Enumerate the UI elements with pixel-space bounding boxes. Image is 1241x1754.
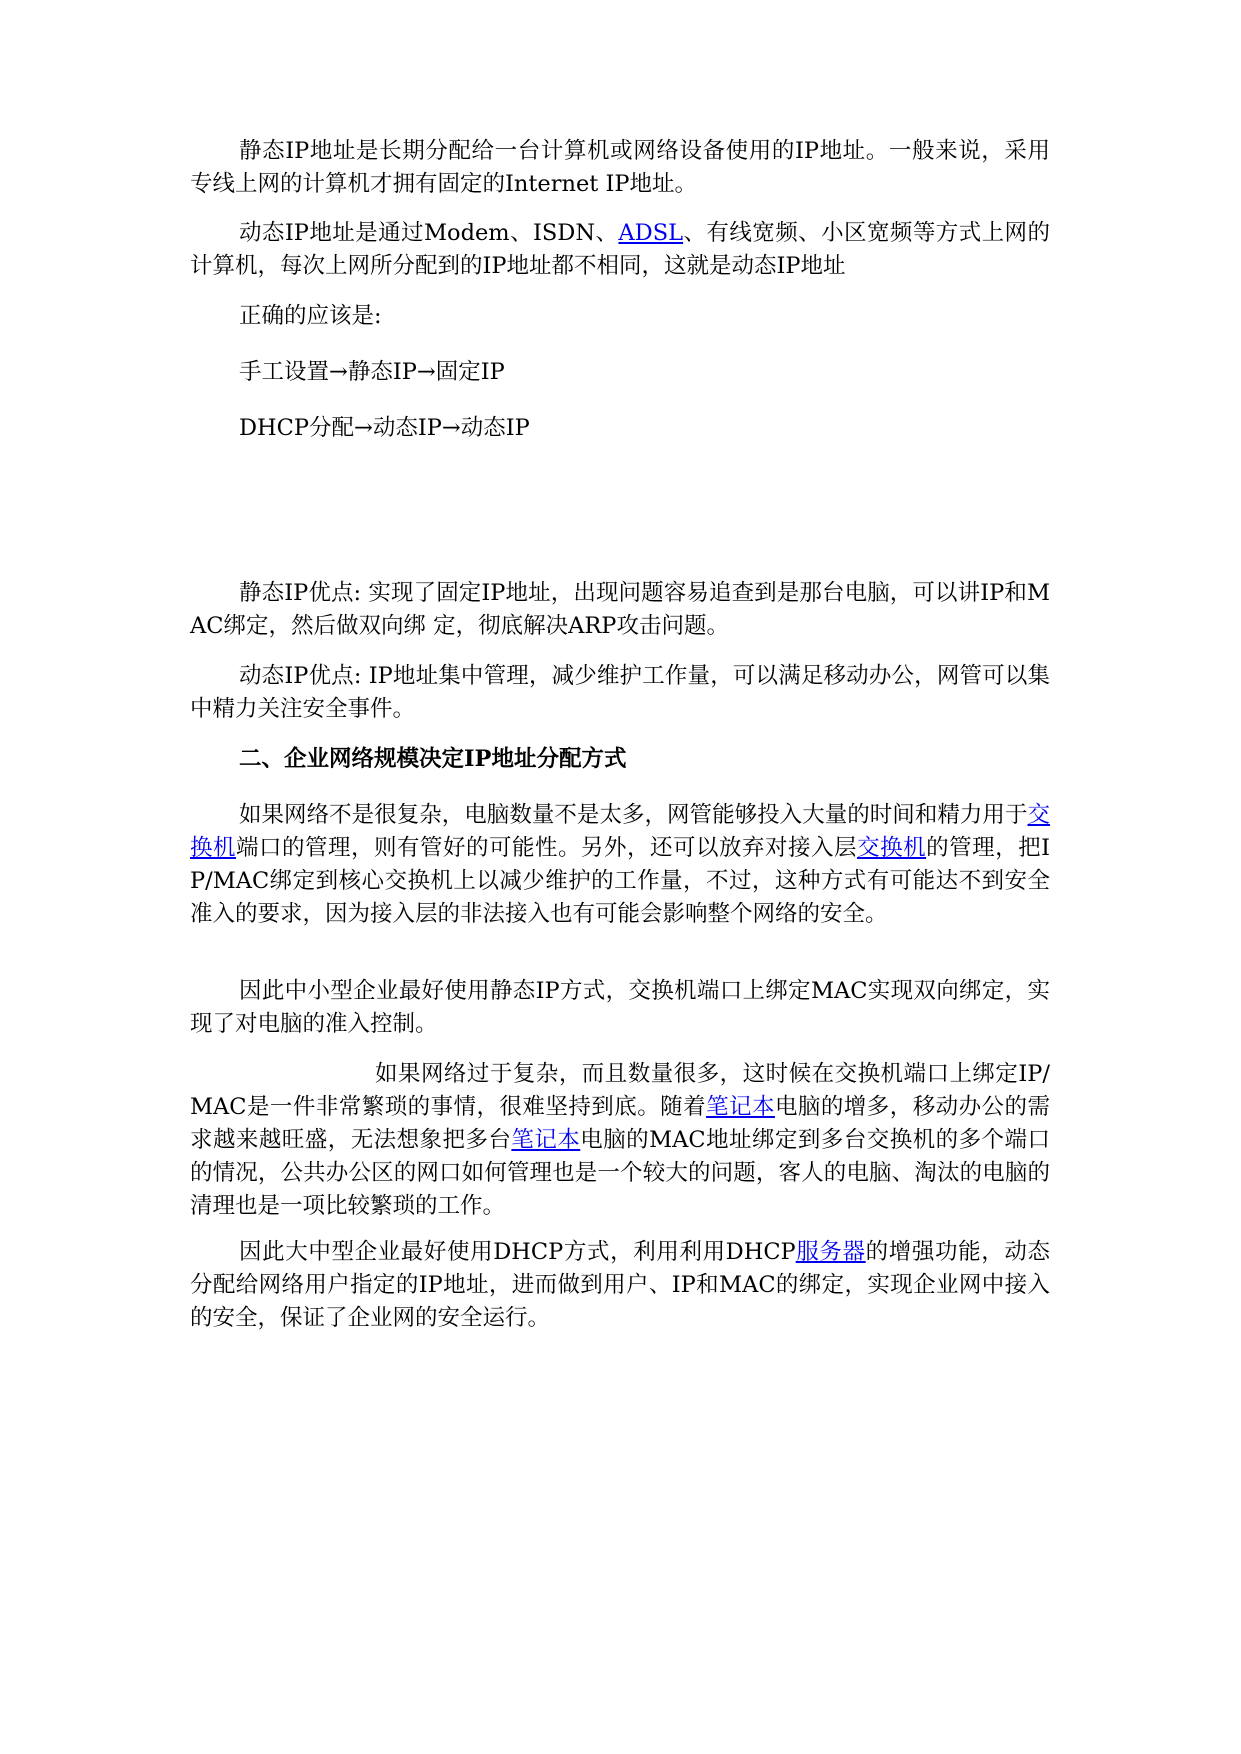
paragraph-static-ip-definition: 静态IP地址是长期分配给一台计算机或网络设备使用的IP地址。一般来说，采用专线上网的计算机才拥有固定的Internet IP地址。	[190, 138, 1050, 197]
adsl-link[interactable]: ADSL	[618, 220, 684, 246]
paragraph-manual-static: 手工设置→静态IP→固定IP	[239, 359, 505, 385]
switch-link-1[interactable]: 交换机	[190, 802, 1050, 861]
dynamic-ip-text-after: 、有线宽频、小区宽频等方式上网的计算机，每次上网所分配到的IP地址都不相同，这就是动态IP地址	[190, 220, 1050, 279]
complex-network-text-1: 如果网络过于复杂，而且数量很多，这时候在交换机端口上绑定IP/MAC是一件非常繁琐的事情，很难坚持到底。随着	[190, 1061, 1050, 1120]
laptop-link-1[interactable]: 笔记本	[706, 1094, 775, 1120]
dynamic-ip-text-before: 动态IP地址是通过Modem、ISDN、	[239, 220, 619, 246]
complex-network-text-2: 电脑的增多，移动办公的需求越来越旺盛，无法想象把多台	[190, 1094, 1050, 1153]
switch-link-2[interactable]: 交换机	[857, 835, 927, 861]
small-network-text-1: 如果网络不是很复杂，电脑数量不是太多，网管能够投入大量的时间和精力用于	[239, 802, 1028, 828]
paragraph-dhcp-dynamic: DHCP分配→动态IP→动态IP	[239, 415, 530, 441]
paragraph-small-network	[190, 799, 1050, 931]
paragraph-dynamic-ip-definition	[190, 217, 1050, 283]
small-network-text-2: 端口的管理，则有管好的可能性。另外，还可以放弃对接入层	[236, 835, 858, 861]
server-link[interactable]: 服务器	[795, 1239, 866, 1265]
paragraph-sme-static-ip: 因此中小型企业最好使用静态IP方式，交换机端口上绑定MAC实现双向绑定，实现了对电脑的准入控制。	[190, 978, 1050, 1037]
paragraph-large-enterprise-dhcp	[190, 1236, 1050, 1335]
section-heading: 二、企业网络规模决定IP地址分配方式	[239, 746, 627, 772]
laptop-link-2[interactable]: 笔记本	[511, 1127, 581, 1153]
complex-network-text-3: 电脑的MAC地址绑定到多台交换机的多个端口的情况，公共办公区的网口如何管理也是一个较大的问题，客人的电脑、淘汰的电脑的清理也是一项比较繁琐的工作。	[190, 1127, 1050, 1219]
large-enterprise-text-2: 的增强功能，动态分配给网络用户指定的IP地址，进而做到用户、IP和MAC的绑定，实现企业网中接入的安全，保证了企业网的安全运行。	[190, 1239, 1050, 1331]
small-network-text-3: 的管理，把IP/MAC绑定到核心交换机上以减少维护的工作量，不过，这种方式有可能达不到安全准入的要求，因为接入层的非法接入也有可能会影响整个网络的安全。	[190, 835, 1050, 927]
paragraph-dynamic-ip-advantages: 动态IP优点: IP地址集中管理，减少维护工作量，可以满足移动办公，网管可以集中精力关注安全事件。	[190, 663, 1050, 722]
large-enterprise-text-1: 因此大中型企业最好使用DHCP方式，利用利用DHCP	[239, 1239, 796, 1265]
paragraph-correct-should-be: 正确的应该是:	[239, 303, 382, 329]
paragraph-complex-network	[190, 1058, 1050, 1223]
paragraph-static-ip-advantages: 静态IP优点: 实现了固定IP地址，出现问题容易追查到是那台电脑，可以讲IP和MAC绑定，然后做双向绑 定，彻底解决ARP攻击问题。	[190, 580, 1050, 639]
